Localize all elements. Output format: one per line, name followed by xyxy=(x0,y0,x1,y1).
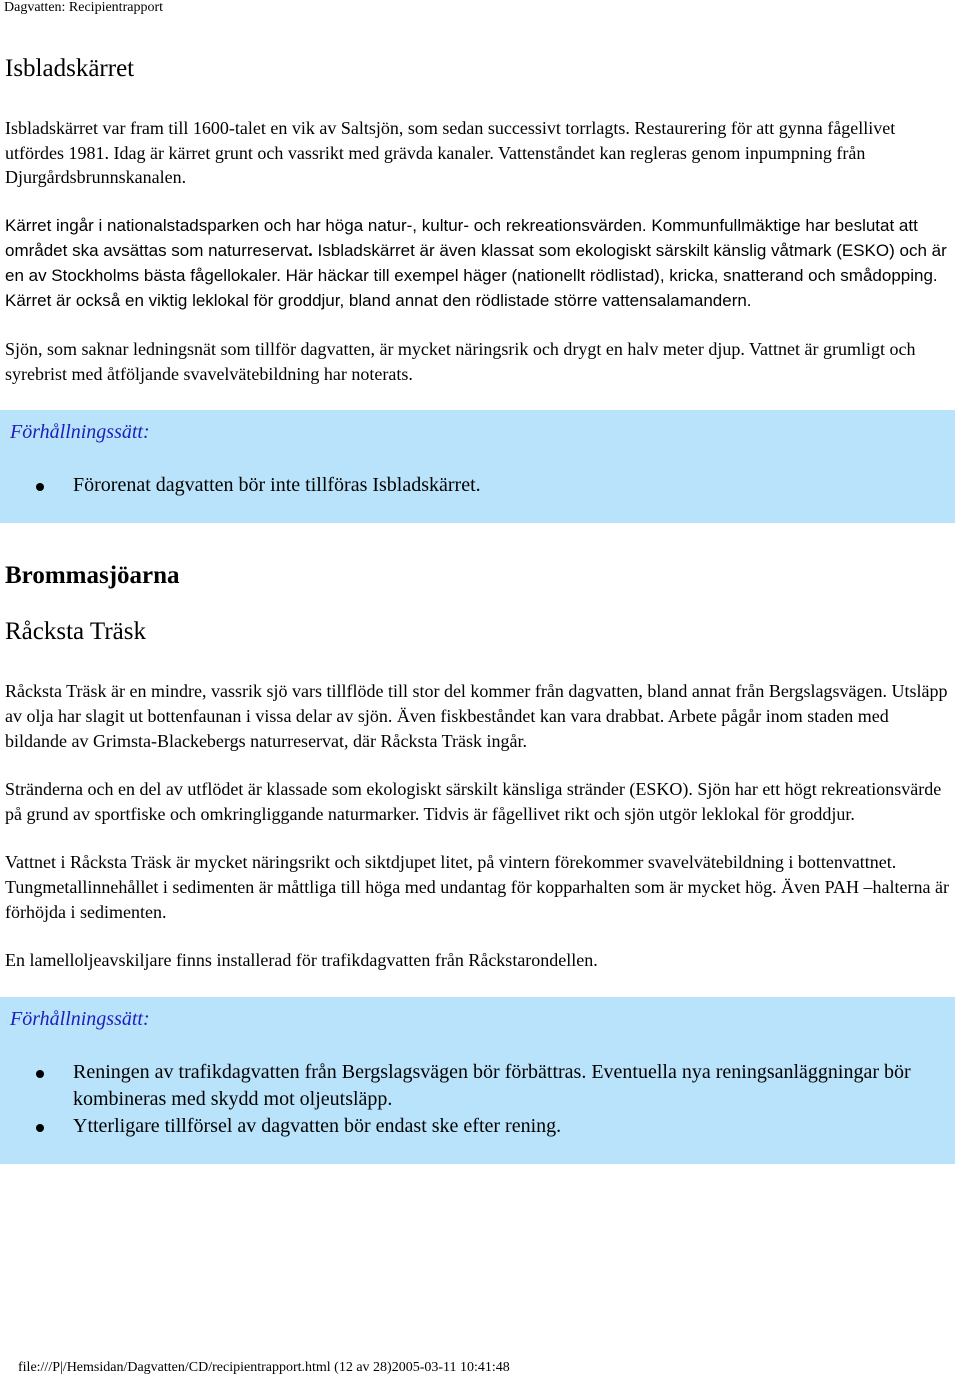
guideline-box-rackstatrask xyxy=(0,997,955,1164)
paragraph-isbladskarret-values-dot: . xyxy=(308,240,313,261)
heading-brommasjoarna: Brommasjöarna xyxy=(5,562,180,590)
bullet-icon xyxy=(36,1070,44,1078)
paragraph-rackstatrask-water: Vattnet i Råcksta Träsk är mycket näringsrikt och siktdjupet litet, på vintern förekommer svavelvätebildning i bottenvattnet. Tungmetallinnehållet i sedimenten är måttliga till höga med undantag för kopparhalten som är mycket hög. Även PAH –halterna är förhöjda i sedimenten. xyxy=(5,852,949,922)
guideline-box-isbladskarret xyxy=(0,410,955,523)
browser-page-title: Dagvatten: Recipientrapport xyxy=(4,0,163,15)
paragraph-isbladskarret-values-part2: Isbladskärret är även klassat som ekologiskt särskilt känslig våtmark (ESKO) och är en av Stockholms bästa fågellokaler. Här häckar till exempel häger (nationellt rödlistad), kricka, snatterand och smådopping. Kärret är också en viktig leklokal för groddjur, bland annat den rödlistade större vattensalamandern. xyxy=(5,241,947,310)
guideline-list xyxy=(10,1059,945,1140)
guideline-item: Reningen av trafikdagvatten från Bergslagsvägen bör förbättras. Eventuella nya reningsanläggningar bör kombineras med skydd mot oljeutsläpp. xyxy=(36,1059,945,1113)
paragraph-rackstatrask-shores: Stränderna och en del av utflödet är klassade som ekologiskt särskilt känsliga stränder (ESKO). Sjön har ett högt rekreationsvärde på grund av sportfiske och omkringliggande naturmarker. Tidvis är fågellivet rikt och sjön utgör leklokal för groddjur. xyxy=(5,779,942,824)
paragraph-isbladskarret-values xyxy=(5,214,950,313)
guideline-item: Förorenat dagvatten bör inte tillföras Isbladskärret. xyxy=(36,472,945,499)
guideline-title: Förhållningssätt: xyxy=(10,1007,150,1030)
bullet-icon xyxy=(36,1124,44,1132)
heading-isbladskarret: Isbladskärret xyxy=(5,55,135,82)
paragraph-rackstatrask-intro: Råcksta Träsk är en mindre, vassrik sjö vars tillflöde till stor del kommer från dagvatten, bland annat från Bergslagsvägen. Utsläpp av olja har slagit ut bottenfaunan i vissa delar av sjön. Även fiskbeståndet kan vara drabbat. Arbete pågår inom staden med bildande av Grimsta-Blackebergs naturreservat, där Råcksta Träsk ingår. xyxy=(5,681,948,751)
document-content xyxy=(5,52,950,1164)
paragraph-rackstatrask-separator: En lamelloljeavskiljare finns installerad för trafikdagvatten från Råckstarondellen. xyxy=(5,950,598,971)
bullet-icon xyxy=(36,483,44,491)
guideline-list xyxy=(10,472,945,499)
heading-rackstatrask: Råcksta Träsk xyxy=(5,618,146,646)
guideline-item: Ytterligare tillförsel av dagvatten bör endast ske efter rening. xyxy=(36,1113,945,1140)
paragraph-isbladskarret-water: Sjön, som saknar ledningsnät som tillför dagvatten, är mycket näringsrik och drygt en halv meter djup. Vattnet är grumligt och syrebrist med åtföljande svavelvätebildning har noterats. xyxy=(5,339,916,384)
page-footer-url: file:///P|/Hemsidan/Dagvatten/CD/recipientrapport.html (12 av 28)2005-03-11 10:41:48 xyxy=(18,1360,510,1375)
paragraph-isbladskarret-values-part1: Kärret ingår i nationalstadsparken och har höga natur-, kultur- och rekreationsvärden. Kommunfullmäktige har beslutat att området ska avsättas som naturreservat xyxy=(5,215,918,261)
guideline-title: Förhållningssätt: xyxy=(10,421,150,444)
paragraph-isbladskarret-history: Isbladskärret var fram till 1600-talet en vik av Saltsjön, som sedan successivt torrlagts. Restaurering för att gynna fågellivet utfördes 1981. Idag är kärret grunt och vassrikt med grävda kanaler. Vattenståndet kan regleras genom inpumpning från Djurgårdsbrunnskanalen. xyxy=(5,118,896,188)
